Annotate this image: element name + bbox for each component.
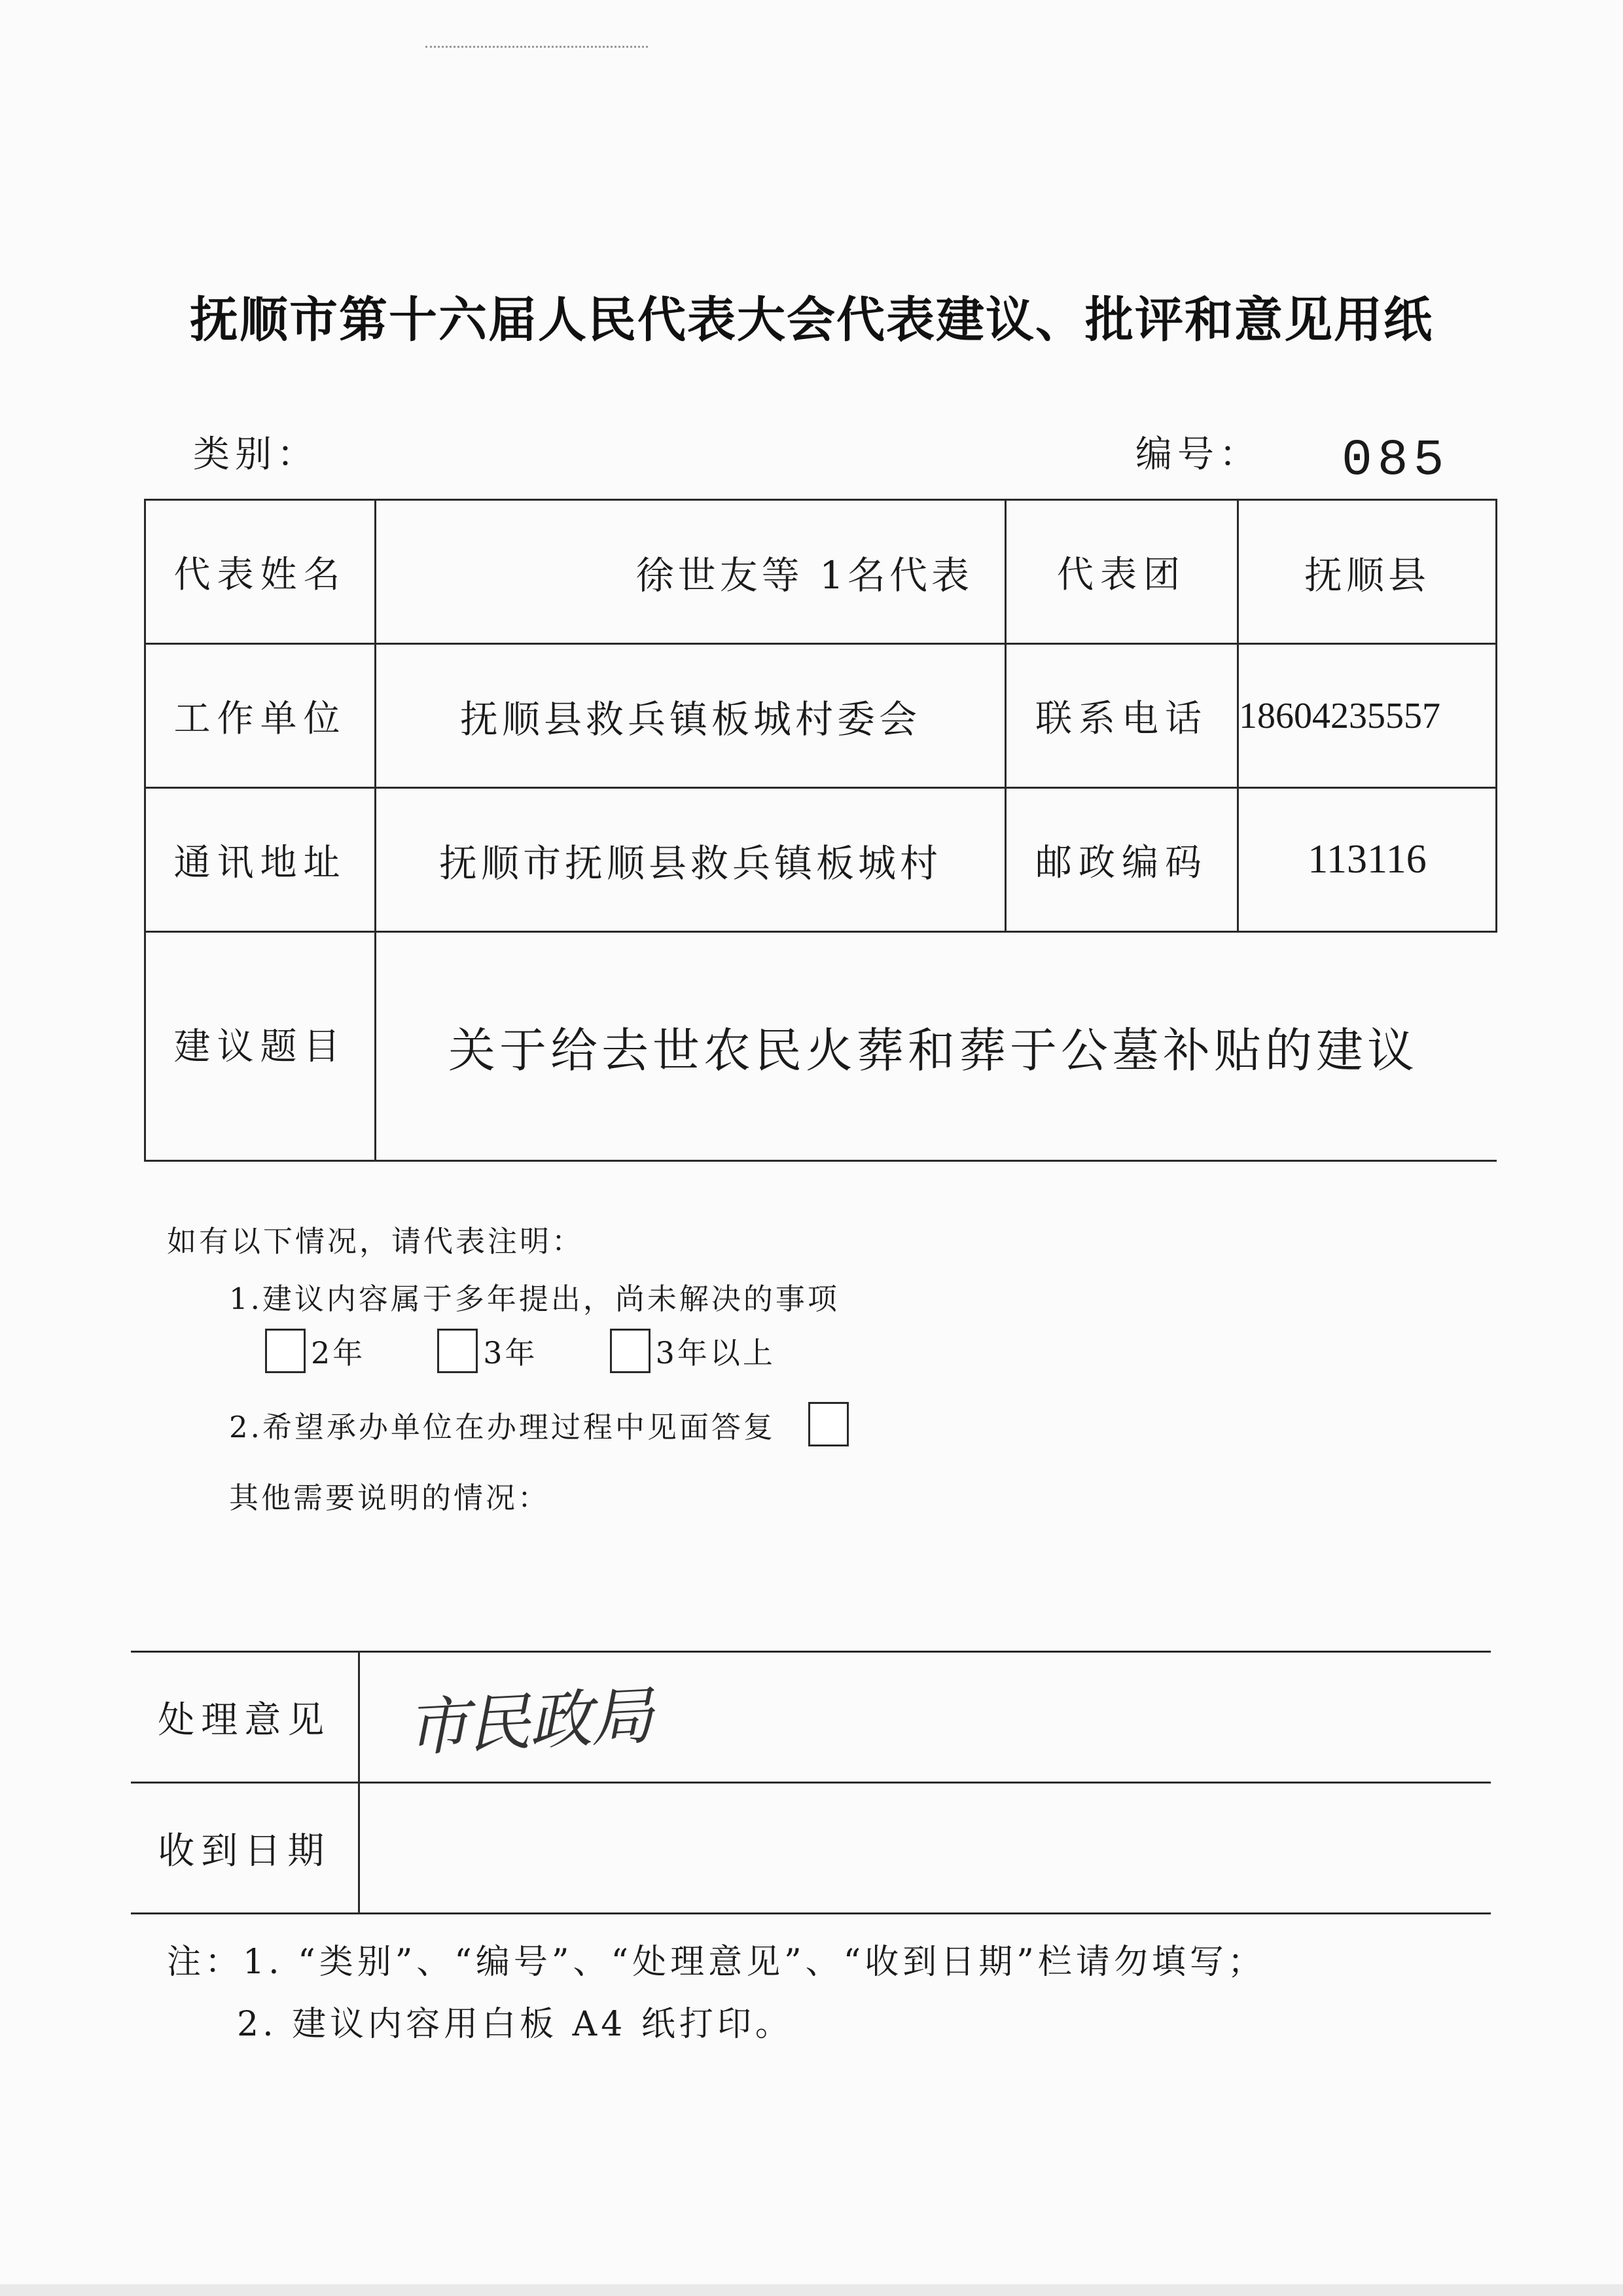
- handling-handwritten-value: 市民政局: [404, 1679, 654, 1765]
- work-unit-value: 抚顺县救兵镇板城村委会: [376, 644, 1006, 788]
- topic-value: 关于给去世农民火葬和葬于公墓补贴的建议: [376, 932, 1497, 1161]
- handling-cell: [359, 1652, 1491, 1783]
- checkbox-face-to-face-reply[interactable]: [808, 1402, 849, 1446]
- address-label: 通讯地址: [145, 788, 376, 932]
- rep-name-value: 徐世友等 1名代表: [376, 500, 1006, 644]
- option-2-years[interactable]: [265, 1329, 365, 1373]
- scan-artifact-line: [425, 46, 648, 50]
- checkbox-3-years[interactable]: [437, 1329, 478, 1373]
- option-3plus-years[interactable]: [610, 1329, 776, 1373]
- years-options: [265, 1329, 847, 1373]
- checkbox-2-years[interactable]: [265, 1329, 306, 1373]
- footer-note-1: 注：1. “类别”、“编号”、“处理意见”、“收到日期”栏请勿填写；: [167, 1943, 1266, 1982]
- table-row: [145, 500, 1497, 644]
- option-label: 3年以上: [655, 1335, 776, 1371]
- table-row: [145, 644, 1497, 788]
- work-unit-label: 工作单位: [145, 644, 376, 788]
- serial-number: 085: [1342, 432, 1450, 490]
- table-row: [131, 1783, 1491, 1914]
- address-value: 抚顺市抚顺县救兵镇板城村: [376, 788, 1006, 932]
- footer-note-2: 2. 建议内容用白板 A4 纸打印。: [237, 2005, 793, 2044]
- notes-item-2-row: [229, 1402, 849, 1446]
- table-row: [131, 1652, 1491, 1783]
- postcode-label: 邮政编码: [1006, 788, 1238, 932]
- checkbox-3plus-years[interactable]: [610, 1329, 651, 1373]
- category-label: 类别：: [193, 433, 319, 476]
- received-date-value: [359, 1783, 1491, 1914]
- received-date-label: 收到日期: [131, 1783, 359, 1914]
- representative-info-table: [144, 499, 1497, 1162]
- serial-label: 编号：: [1135, 433, 1261, 476]
- topic-label: 建议题目: [145, 932, 376, 1161]
- notes-intro: 如有以下情况，请代表注明：: [167, 1224, 584, 1259]
- option-label: 3年: [483, 1335, 538, 1371]
- notes-item-1: 1.建议内容属于多年提出，尚未解决的事项: [229, 1282, 840, 1316]
- rep-name-label: 代表姓名: [145, 500, 376, 644]
- delegation-value: 抚顺县: [1238, 500, 1497, 644]
- phone-label: 联系电话: [1006, 644, 1238, 788]
- option-label: 2年: [311, 1335, 366, 1371]
- form-title: 抚顺市第十六届人民代表大会代表建议、批评和意见用纸: [190, 292, 1433, 348]
- processing-table: [131, 1651, 1491, 1914]
- notes-other: 其他需要说明的情况：: [229, 1480, 550, 1515]
- postcode-value: 113116: [1238, 788, 1497, 932]
- table-row: [145, 932, 1497, 1161]
- delegation-label: 代表团: [1006, 500, 1238, 644]
- table-row: [145, 788, 1497, 932]
- notes-item-2: 2.希望承办单位在办理过程中见面答复: [229, 1409, 776, 1444]
- phone-value: 18604235557: [1238, 644, 1497, 788]
- option-3-years[interactable]: [437, 1329, 537, 1373]
- scan-edge: [0, 2284, 1623, 2296]
- handling-label: 处理意见: [131, 1652, 359, 1783]
